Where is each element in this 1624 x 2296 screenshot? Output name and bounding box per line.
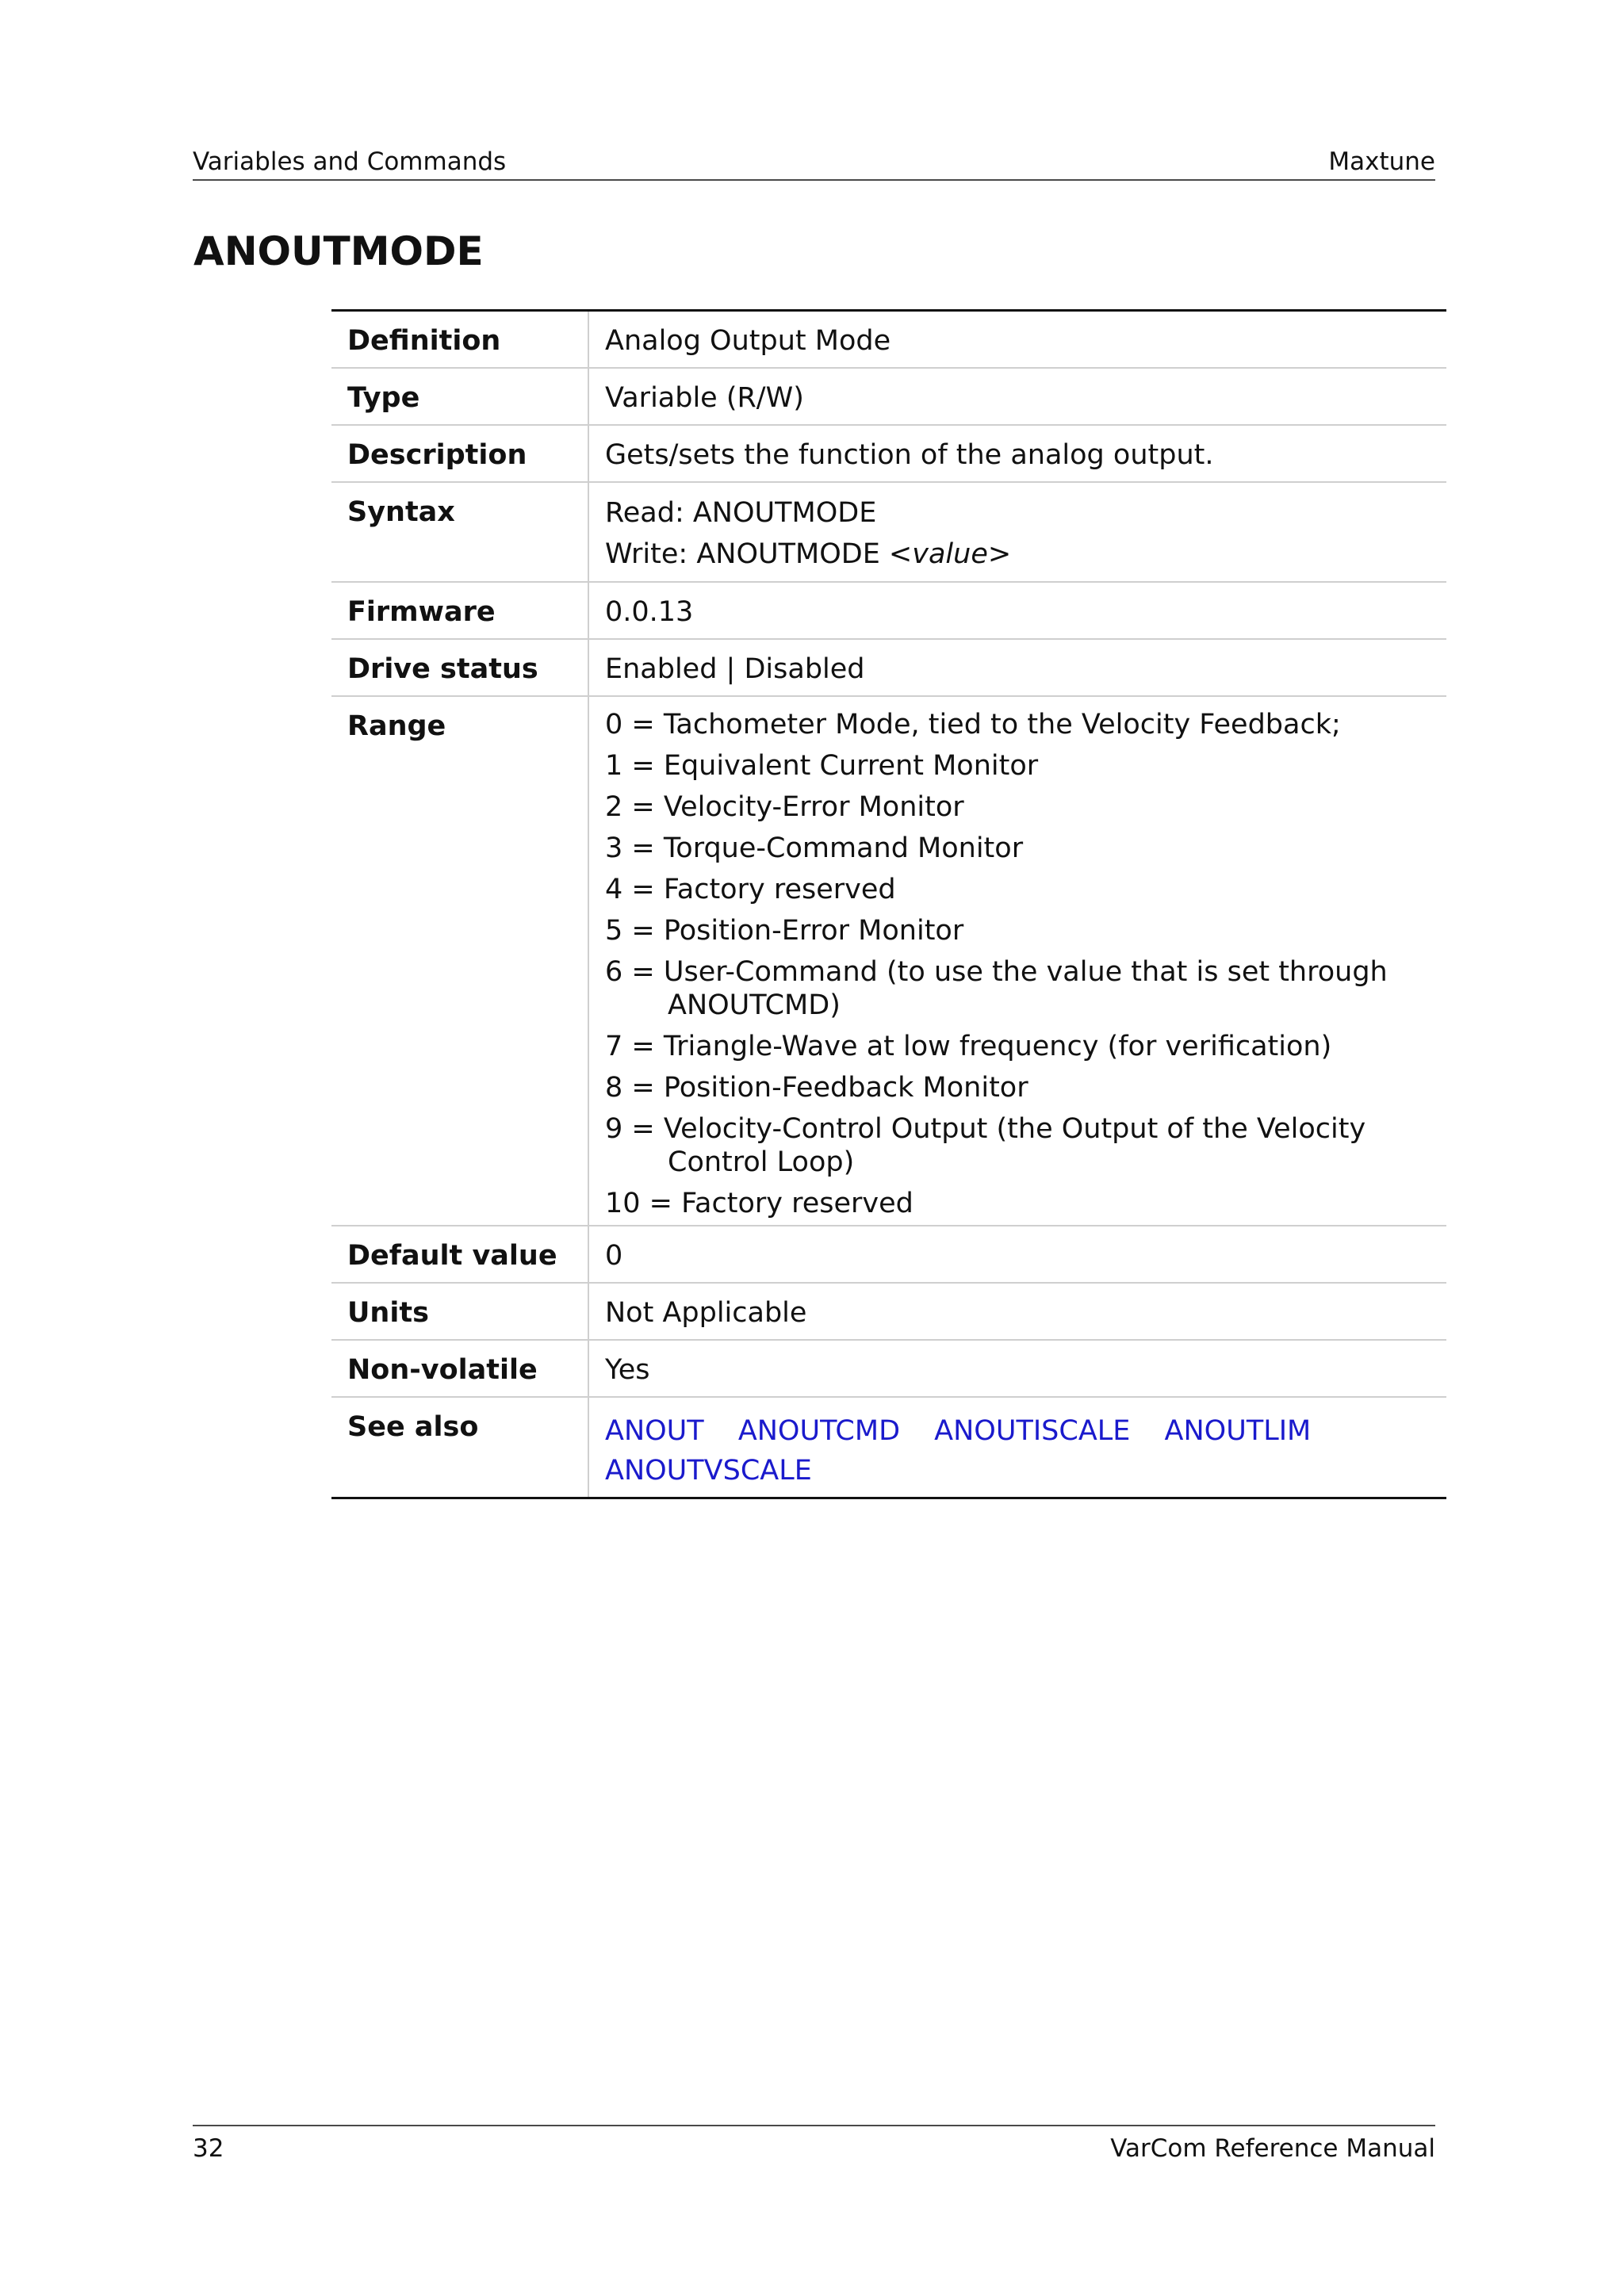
link-anoutvscale[interactable]: ANOUTVSCALE <box>605 1455 812 1487</box>
firmware-value: 0.0.13 <box>588 582 1446 639</box>
link-anoutlim[interactable]: ANOUTLIM <box>1164 1415 1312 1447</box>
range-item: 4 = Factory reserved <box>605 874 896 905</box>
see-also-links <box>588 1397 1446 1498</box>
default-value-value: 0 <box>588 1226 1446 1283</box>
table-row-range <box>331 696 1446 1226</box>
range-label: Range <box>331 696 588 1226</box>
range-item: 5 = Position-Error Monitor <box>605 915 964 947</box>
page-number: 32 <box>193 2134 224 2163</box>
default-value-label: Default value <box>331 1226 588 1283</box>
syntax-value <box>588 482 1446 582</box>
range-item: 9 = Velocity-Control Output (the Output of the Velocity Control Loop) <box>605 1113 1366 1178</box>
range-item: 6 = User-Command (to use the value that is set through ANOUTCMD) <box>605 956 1388 1021</box>
definition-value: Analog Output Mode <box>588 311 1446 369</box>
manual-title: VarCom Reference Manual <box>1110 2134 1435 2163</box>
syntax-read: Read: ANOUTMODE <box>605 497 877 529</box>
non-volatile-value: Yes <box>588 1340 1446 1397</box>
units-label: Units <box>331 1283 588 1340</box>
table-row-syntax <box>331 482 1446 582</box>
range-item: 10 = Factory reserved <box>605 1188 914 1219</box>
header-product-name: Maxtune <box>1328 147 1435 176</box>
link-anoutcmd[interactable]: ANOUTCMD <box>737 1415 901 1447</box>
table-row-definition <box>331 311 1446 369</box>
range-item: 7 = Triangle-Wave at low frequency (for verification) <box>605 1031 1332 1062</box>
page-title: ANOUTMODE <box>193 228 484 274</box>
description-label: Description <box>331 425 588 482</box>
units-value: Not Applicable <box>588 1283 1446 1340</box>
see-also-label: See also <box>331 1397 588 1498</box>
table-row-units <box>331 1283 1446 1340</box>
page-header <box>193 147 1435 181</box>
range-item: 0 = Tachometer Mode, tied to the Velocity Feedback; <box>605 709 1341 740</box>
table-row-see-also <box>331 1397 1446 1498</box>
range-value <box>588 696 1446 1226</box>
range-item: 2 = Velocity-Error Monitor <box>605 791 964 823</box>
definition-label: Definition <box>331 311 588 369</box>
table-row-default-value <box>331 1226 1446 1283</box>
page-footer <box>193 2125 1435 2166</box>
type-value: Variable (R/W) <box>588 368 1446 425</box>
drive-status-label: Drive status <box>331 639 588 696</box>
table-row-non-volatile <box>331 1340 1446 1397</box>
syntax-write-prefix: Write: ANOUTMODE < <box>605 538 913 570</box>
table-row-description <box>331 425 1446 482</box>
range-item: 1 = Equivalent Current Monitor <box>605 750 1039 782</box>
syntax-label: Syntax <box>331 482 588 582</box>
non-volatile-label: Non-volatile <box>331 1340 588 1397</box>
syntax-write-param: value <box>912 538 988 570</box>
description-value: Gets/sets the function of the analog output. <box>588 425 1446 482</box>
syntax-write <box>605 534 1434 575</box>
syntax-write-suffix: > <box>987 538 1012 570</box>
link-anoutiscale[interactable]: ANOUTISCALE <box>934 1415 1131 1447</box>
type-label: Type <box>331 368 588 425</box>
command-spec-table <box>331 309 1446 1499</box>
table-row-type <box>331 368 1446 425</box>
header-section-title: Variables and Commands <box>193 147 507 176</box>
range-item: 3 = Torque-Command Monitor <box>605 832 1024 864</box>
range-item: 8 = Position-Feedback Monitor <box>605 1072 1028 1104</box>
firmware-label: Firmware <box>331 582 588 639</box>
table-row-drive-status <box>331 639 1446 696</box>
drive-status-value: Enabled | Disabled <box>588 639 1446 696</box>
link-anout[interactable]: ANOUT <box>605 1415 704 1447</box>
table-row-firmware <box>331 582 1446 639</box>
